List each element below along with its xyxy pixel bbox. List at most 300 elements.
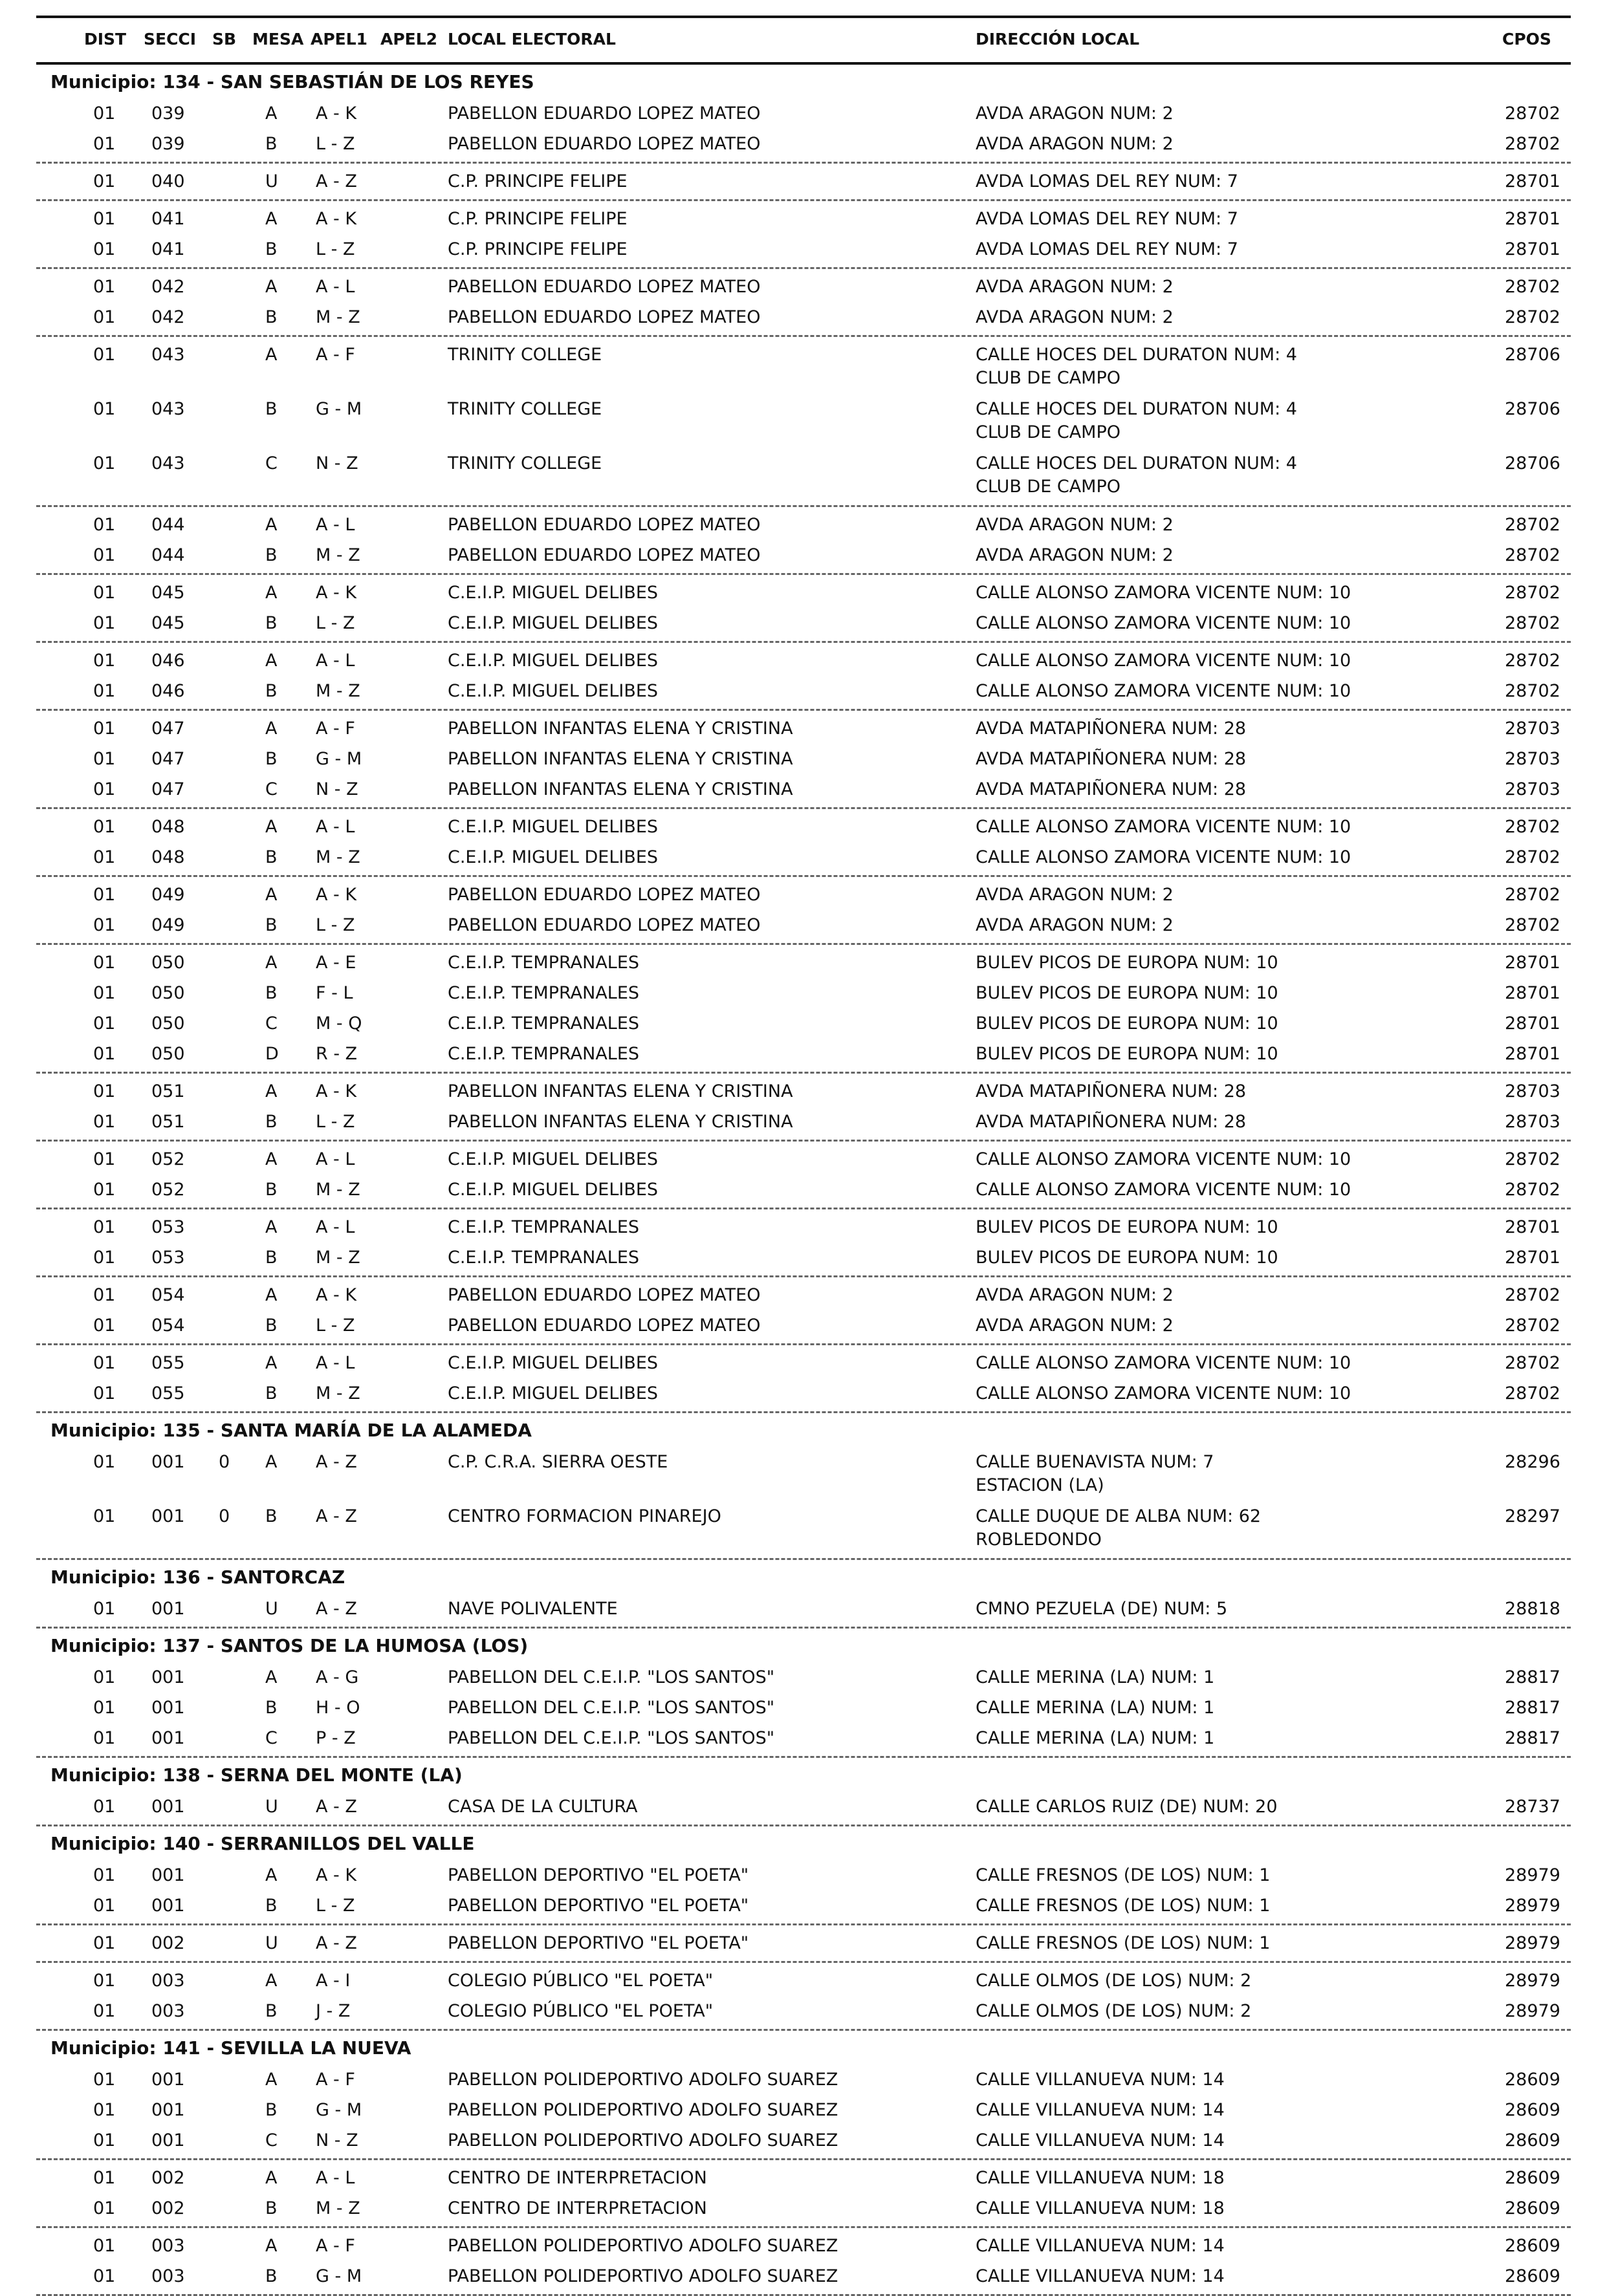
- cell-secci: 045: [151, 613, 185, 633]
- cell-dist: 01: [93, 1149, 116, 1169]
- cell-dist: 01: [93, 345, 116, 365]
- cell-apel1: M - Z: [316, 1383, 360, 1403]
- cell-local: PABELLON INFANTAS ELENA Y CRISTINA: [448, 1081, 793, 1101]
- cell-apel1: A - Z: [316, 1599, 357, 1619]
- cell-direccion-line2: ROBLEDONDO: [976, 1530, 1102, 1550]
- section-group: [36, 1444, 1571, 1560]
- cell-local: C.E.I.P. MIGUEL DELIBES: [448, 1149, 659, 1169]
- cell-apel1: M - Q: [316, 1013, 362, 1034]
- table-row: [36, 2095, 1571, 2125]
- cell-dist: 01: [93, 1865, 116, 1885]
- table-row: [36, 744, 1571, 774]
- cell-local: PABELLON POLIDEPORTIVO ADOLFO SUAREZ: [448, 2266, 838, 2286]
- table-row: [36, 1447, 1571, 1501]
- cell-dist: 01: [93, 779, 116, 799]
- cell-mesa: A: [265, 885, 278, 905]
- cell-direccion: CALLE OLMOS (DE LOS) NUM: 2: [976, 1971, 1252, 1991]
- cell-local: PABELLON INFANTAS ELENA Y CRISTINA: [448, 1112, 793, 1132]
- table-row: [36, 1076, 1571, 1107]
- cell-apel1: A - L: [316, 651, 355, 671]
- cell-cpos: 28701: [1505, 171, 1560, 191]
- cell-secci: 002: [151, 2198, 185, 2218]
- section-group: [36, 201, 1571, 269]
- cell-mesa: U: [265, 1797, 278, 1817]
- cell-apel1: A - F: [316, 2236, 355, 2256]
- table-row: [36, 676, 1571, 706]
- cell-mesa: B: [265, 1248, 278, 1268]
- cell-direccion: CALLE VILLANUEVA NUM: 14: [976, 2236, 1225, 2256]
- cell-dist: 01: [93, 1353, 116, 1373]
- cell-direccion: AVDA LOMAS DEL REY NUM: 7: [976, 209, 1238, 229]
- table-row: [36, 1966, 1571, 1996]
- cell-local: C.E.I.P. TEMPRANALES: [448, 953, 640, 973]
- cell-mesa: B: [265, 1316, 278, 1336]
- col-dist-header: DIST: [84, 30, 127, 49]
- cell-direccion: AVDA ARAGON NUM: 2: [976, 915, 1174, 935]
- cell-mesa: A: [265, 277, 278, 297]
- cell-apel1: A - K: [316, 1865, 357, 1885]
- cell-direccion: AVDA ARAGON NUM: 2: [976, 1285, 1174, 1305]
- cell-direccion: AVDA ARAGON NUM: 2: [976, 134, 1174, 154]
- section-group: [36, 96, 1571, 164]
- cell-mesa: B: [265, 1383, 278, 1403]
- cell-secci: 055: [151, 1383, 185, 1403]
- cell-cpos: 28609: [1505, 2236, 1560, 2256]
- cell-secci: 001: [151, 1797, 185, 1817]
- cell-direccion: BULEV PICOS DE EUROPA NUM: 10: [976, 1044, 1278, 1064]
- table-row: [36, 842, 1571, 872]
- cell-local: PABELLON POLIDEPORTIVO ADOLFO SUAREZ: [448, 2236, 838, 2256]
- cell-secci: 003: [151, 2266, 185, 2286]
- cell-mesa: A: [265, 1081, 278, 1101]
- cell-apel1: M - Z: [316, 1180, 360, 1200]
- municipio-heading: [36, 1629, 1571, 1660]
- cell-cpos: 28706: [1505, 453, 1560, 473]
- cell-cpos: 28609: [1505, 2198, 1560, 2218]
- cell-cpos: 28702: [1505, 847, 1560, 867]
- cell-mesa: A: [265, 719, 278, 739]
- table-row: [36, 608, 1571, 638]
- cell-secci: 001: [151, 1506, 185, 1526]
- cell-direccion-line2: CLUB DE CAMPO: [976, 368, 1121, 388]
- cell-direccion-line2: CLUB DE CAMPO: [976, 477, 1121, 497]
- table-row: [36, 1175, 1571, 1205]
- col-sb-header: SB: [212, 30, 237, 49]
- cell-mesa: A: [265, 817, 278, 837]
- cell-cpos: 28979: [1505, 1896, 1560, 1916]
- cell-direccion: CALLE FRESNOS (DE LOS) NUM: 1: [976, 1896, 1271, 1916]
- table-row: [36, 1890, 1571, 1921]
- cell-dist: 01: [93, 2236, 116, 2256]
- cell-local: CENTRO DE INTERPRETACION: [448, 2198, 707, 2218]
- cell-secci: 046: [151, 651, 185, 671]
- cell-apel1: A - L: [316, 817, 355, 837]
- cell-secci: 001: [151, 1599, 185, 1619]
- cell-direccion: AVDA MATAPIÑONERA NUM: 28: [976, 1112, 1247, 1132]
- cell-apel1: A - K: [316, 583, 357, 603]
- cell-local: C.P. C.R.A. SIERRA OESTE: [448, 1452, 668, 1472]
- cell-local: C.P. PRINCIPE FELIPE: [448, 209, 628, 229]
- cell-local: PABELLON DEL C.E.I.P. "LOS SANTOS": [448, 1667, 775, 1687]
- section-group: [36, 507, 1571, 575]
- cell-local: PABELLON EDUARDO LOPEZ MATEO: [448, 515, 761, 535]
- cell-secci: 002: [151, 1933, 185, 1953]
- cell-local: CENTRO DE INTERPRETACION: [448, 2168, 707, 2188]
- cell-dist: 01: [93, 613, 116, 633]
- cell-apel1: R - Z: [316, 1044, 358, 1064]
- municipio-title: Municipio: 141 - SEVILLA LA NUEVA: [50, 2037, 411, 2059]
- cell-apel1: M - Z: [316, 545, 360, 565]
- cell-secci: 001: [151, 2070, 185, 2090]
- table-row: [36, 1996, 1571, 2026]
- table-row: [36, 302, 1571, 332]
- cell-secci: 040: [151, 171, 185, 191]
- cell-direccion: CALLE ALONSO ZAMORA VICENTE NUM: 10: [976, 583, 1351, 603]
- table-row: [36, 394, 1571, 448]
- section-group: [36, 1591, 1571, 1629]
- cell-cpos: 28702: [1505, 915, 1560, 935]
- cell-direccion: CALLE ALONSO ZAMORA VICENTE NUM: 10: [976, 847, 1351, 867]
- cell-sb: 0: [219, 1452, 230, 1472]
- section-group: [36, 1857, 1571, 1925]
- cell-cpos: 28979: [1505, 2001, 1560, 2021]
- cell-local: TRINITY COLLEGE: [448, 453, 602, 473]
- cell-cpos: 28737: [1505, 1797, 1560, 1817]
- cell-cpos: 28609: [1505, 2130, 1560, 2150]
- table-row: [36, 340, 1571, 394]
- cell-mesa: A: [265, 1217, 278, 1237]
- cell-dist: 01: [93, 1044, 116, 1064]
- cell-direccion: AVDA ARAGON NUM: 2: [976, 277, 1174, 297]
- cell-direccion: AVDA ARAGON NUM: 2: [976, 515, 1174, 535]
- section-group: [36, 1925, 1571, 1963]
- table-row: [36, 1723, 1571, 1753]
- cell-dist: 01: [93, 953, 116, 973]
- cell-direccion: CALLE ALONSO ZAMORA VICENTE NUM: 10: [976, 817, 1351, 837]
- cell-local: PABELLON EDUARDO LOPEZ MATEO: [448, 134, 761, 154]
- electoral-table: [36, 16, 1571, 2296]
- cell-mesa: B: [265, 983, 278, 1003]
- cell-local: PABELLON EDUARDO LOPEZ MATEO: [448, 885, 761, 905]
- cell-dist: 01: [93, 1217, 116, 1237]
- cell-dist: 01: [93, 307, 116, 327]
- cell-mesa: A: [265, 583, 278, 603]
- cell-dist: 01: [93, 2266, 116, 2286]
- cell-secci: 048: [151, 817, 185, 837]
- cell-secci: 041: [151, 239, 185, 259]
- section-group: [36, 2228, 1571, 2296]
- cell-mesa: A: [265, 2168, 278, 2188]
- cell-cpos: 28706: [1505, 399, 1560, 419]
- cell-secci: 049: [151, 915, 185, 935]
- cell-cpos: 28609: [1505, 2070, 1560, 2090]
- cell-apel1: M - Z: [316, 847, 360, 867]
- cell-apel1: L - Z: [316, 134, 355, 154]
- cell-apel1: G - M: [316, 749, 362, 769]
- cell-local: PABELLON EDUARDO LOPEZ MATEO: [448, 1285, 761, 1305]
- cell-secci: 051: [151, 1112, 185, 1132]
- section-group: [36, 337, 1571, 507]
- cell-mesa: B: [265, 2198, 278, 2218]
- cell-secci: 044: [151, 515, 185, 535]
- cell-cpos: 28817: [1505, 1667, 1560, 1687]
- section-group: [36, 1660, 1571, 1758]
- cell-apel1: A - L: [316, 277, 355, 297]
- cell-local: PABELLON EDUARDO LOPEZ MATEO: [448, 1316, 761, 1336]
- cell-dist: 01: [93, 453, 116, 473]
- cell-mesa: C: [265, 2130, 278, 2150]
- cell-direccion: BULEV PICOS DE EUROPA NUM: 10: [976, 953, 1278, 973]
- cell-apel1: A - Z: [316, 1506, 357, 1526]
- table-row: [36, 774, 1571, 805]
- cell-secci: 053: [151, 1217, 185, 1237]
- cell-dist: 01: [93, 2070, 116, 2090]
- cell-dist: 01: [93, 134, 116, 154]
- cell-direccion: CALLE HOCES DEL DURATON NUM: 4: [976, 345, 1297, 365]
- cell-direccion: AVDA ARAGON NUM: 2: [976, 885, 1174, 905]
- cell-dist: 01: [93, 1971, 116, 1991]
- cell-secci: 042: [151, 277, 185, 297]
- cell-direccion: CALLE ALONSO ZAMORA VICENTE NUM: 10: [976, 1180, 1351, 1200]
- cell-secci: 055: [151, 1353, 185, 1373]
- cell-mesa: A: [265, 953, 278, 973]
- cell-apel1: G - M: [316, 2100, 362, 2120]
- table-row: [36, 713, 1571, 744]
- cell-direccion: CALLE HOCES DEL DURATON NUM: 4: [976, 453, 1297, 473]
- table-row: [36, 1107, 1571, 1137]
- cell-apel1: L - Z: [316, 1112, 355, 1132]
- cell-cpos: 28702: [1505, 681, 1560, 701]
- cell-direccion: BULEV PICOS DE EUROPA NUM: 10: [976, 1217, 1278, 1237]
- cell-local: PABELLON DEPORTIVO "EL POETA": [448, 1896, 749, 1916]
- cell-dist: 01: [93, 1452, 116, 1472]
- cell-apel1: A - K: [316, 209, 357, 229]
- table-row: [36, 2064, 1571, 2095]
- cell-cpos: 28702: [1505, 1180, 1560, 1200]
- cell-apel1: A - L: [316, 2168, 355, 2188]
- cell-direccion: CALLE ALONSO ZAMORA VICENTE NUM: 10: [976, 651, 1351, 671]
- table-row: [36, 1280, 1571, 1310]
- cell-cpos: 28701: [1505, 209, 1560, 229]
- cell-local: C.E.I.P. TEMPRANALES: [448, 1217, 640, 1237]
- cell-secci: 003: [151, 1971, 185, 1991]
- table-row: [36, 1792, 1571, 1822]
- cell-mesa: A: [265, 2070, 278, 2090]
- table-row: [36, 2125, 1571, 2156]
- cell-apel1: L - Z: [316, 915, 355, 935]
- cell-dist: 01: [93, 515, 116, 535]
- cell-mesa: U: [265, 171, 278, 191]
- cell-apel1: A - K: [316, 1285, 357, 1305]
- table-row: [36, 2193, 1571, 2224]
- section-group: [36, 1209, 1571, 1277]
- cell-dist: 01: [93, 651, 116, 671]
- cell-cpos: 28702: [1505, 277, 1560, 297]
- cell-local: C.P. PRINCIPE FELIPE: [448, 171, 628, 191]
- cell-local: PABELLON INFANTAS ELENA Y CRISTINA: [448, 719, 793, 739]
- cell-local: COLEGIO PÚBLICO "EL POETA": [448, 2001, 714, 2021]
- cell-mesa: B: [265, 2100, 278, 2120]
- cell-local: CENTRO FORMACION PINAREJO: [448, 1506, 721, 1526]
- cell-local: PABELLON EDUARDO LOPEZ MATEO: [448, 915, 761, 935]
- cell-direccion: CALLE VILLANUEVA NUM: 18: [976, 2168, 1225, 2188]
- section-group: [36, 1789, 1571, 1826]
- cell-secci: 047: [151, 749, 185, 769]
- cell-cpos: 28702: [1505, 1353, 1560, 1373]
- cell-secci: 003: [151, 2236, 185, 2256]
- cell-local: C.E.I.P. MIGUEL DELIBES: [448, 1383, 659, 1403]
- cell-dist: 01: [93, 2198, 116, 2218]
- cell-mesa: A: [265, 1971, 278, 1991]
- cell-mesa: B: [265, 847, 278, 867]
- cell-cpos: 28818: [1505, 1599, 1560, 1619]
- cell-dist: 01: [93, 1506, 116, 1526]
- section-group: [36, 269, 1571, 337]
- cell-direccion: CALLE ALONSO ZAMORA VICENTE NUM: 10: [976, 681, 1351, 701]
- cell-cpos: 28702: [1505, 613, 1560, 633]
- cell-cpos: 28701: [1505, 983, 1560, 1003]
- cell-apel1: A - G: [316, 1667, 359, 1687]
- cell-cpos: 28701: [1505, 1217, 1560, 1237]
- cell-mesa: B: [265, 613, 278, 633]
- cell-direccion: AVDA MATAPIÑONERA NUM: 28: [976, 1081, 1247, 1101]
- cell-local: PABELLON POLIDEPORTIVO ADOLFO SUAREZ: [448, 2130, 838, 2150]
- cell-secci: 001: [151, 2130, 185, 2150]
- cell-direccion-line2: ESTACION (LA): [976, 1475, 1104, 1495]
- cell-cpos: 28817: [1505, 1698, 1560, 1718]
- cell-secci: 047: [151, 719, 185, 739]
- cell-mesa: B: [265, 1506, 278, 1526]
- table-row: [36, 166, 1571, 197]
- cell-cpos: 28703: [1505, 749, 1560, 769]
- municipio-title: Municipio: 135 - SANTA MARÍA DE LA ALAMEDA: [50, 1420, 532, 1441]
- cell-dist: 01: [93, 239, 116, 259]
- cell-local: C.E.I.P. TEMPRANALES: [448, 983, 640, 1003]
- col-apel1-header: APEL1: [311, 30, 368, 49]
- cell-cpos: 28703: [1505, 1112, 1560, 1132]
- cell-cpos: 28817: [1505, 1728, 1560, 1748]
- cell-mesa: B: [265, 2266, 278, 2286]
- table-row: [36, 510, 1571, 540]
- cell-apel1: A - E: [316, 953, 356, 973]
- table-row: [36, 234, 1571, 265]
- cell-dist: 01: [93, 1180, 116, 1200]
- cell-apel1: A - K: [316, 885, 357, 905]
- cell-mesa: A: [265, 209, 278, 229]
- cell-direccion: CALLE VILLANUEVA NUM: 18: [976, 2198, 1225, 2218]
- cell-mesa: A: [265, 2236, 278, 2256]
- cell-mesa: B: [265, 307, 278, 327]
- cell-mesa: C: [265, 1013, 278, 1034]
- cell-local: TRINITY COLLEGE: [448, 399, 602, 419]
- cell-cpos: 28296: [1505, 1452, 1560, 1472]
- cell-dist: 01: [93, 749, 116, 769]
- cell-apel1: A - L: [316, 1217, 355, 1237]
- cell-mesa: U: [265, 1599, 278, 1619]
- municipio-heading: [36, 65, 1571, 96]
- cell-secci: 051: [151, 1081, 185, 1101]
- municipio-title: Municipio: 134 - SAN SEBASTIÁN DE LOS REYES: [50, 71, 534, 92]
- table-row: [36, 1348, 1571, 1378]
- cell-direccion: CALLE FRESNOS (DE LOS) NUM: 1: [976, 1865, 1271, 1885]
- cell-dist: 01: [93, 2001, 116, 2021]
- cell-cpos: 28703: [1505, 719, 1560, 739]
- cell-local: C.E.I.P. MIGUEL DELIBES: [448, 613, 659, 633]
- cell-cpos: 28702: [1505, 1285, 1560, 1305]
- cell-direccion: CALLE BUENAVISTA NUM: 7: [976, 1452, 1214, 1472]
- cell-secci: 001: [151, 1865, 185, 1885]
- cell-secci: 043: [151, 345, 185, 365]
- cell-mesa: A: [265, 1149, 278, 1169]
- section-group: [36, 1345, 1571, 1413]
- cell-secci: 002: [151, 2168, 185, 2188]
- cell-direccion: CALLE MERINA (LA) NUM: 1: [976, 1728, 1215, 1748]
- cell-direccion: CALLE MERINA (LA) NUM: 1: [976, 1698, 1215, 1718]
- cell-cpos: 28609: [1505, 2100, 1560, 2120]
- cell-dist: 01: [93, 847, 116, 867]
- cell-secci: 048: [151, 847, 185, 867]
- cell-mesa: A: [265, 1353, 278, 1373]
- cell-apel1: N - Z: [316, 779, 358, 799]
- cell-cpos: 28702: [1505, 885, 1560, 905]
- cell-cpos: 28979: [1505, 1971, 1560, 1991]
- cell-local: C.E.I.P. MIGUEL DELIBES: [448, 1353, 659, 1373]
- table-header: [36, 18, 1571, 62]
- cell-secci: 001: [151, 1896, 185, 1916]
- cell-local: NAVE POLIVALENTE: [448, 1599, 618, 1619]
- cell-local: PABELLON INFANTAS ELENA Y CRISTINA: [448, 779, 793, 799]
- municipio-heading: [36, 1826, 1571, 1857]
- cell-apel1: N - Z: [316, 453, 358, 473]
- cell-local: PABELLON POLIDEPORTIVO ADOLFO SUAREZ: [448, 2070, 838, 2090]
- cell-apel1: L - Z: [316, 613, 355, 633]
- table-row: [36, 1008, 1571, 1039]
- table-row: [36, 1928, 1571, 1958]
- cell-apel1: M - Z: [316, 2198, 360, 2218]
- table-row: [36, 1144, 1571, 1175]
- cell-dist: 01: [93, 1896, 116, 1916]
- section-group: [36, 164, 1571, 201]
- table-row: [36, 578, 1571, 608]
- cell-dist: 01: [93, 1081, 116, 1101]
- col-direccion-header: DIRECCIÓN LOCAL: [976, 30, 1140, 49]
- table-row: [36, 1662, 1571, 1693]
- cell-apel1: H - O: [316, 1698, 360, 1718]
- cell-mesa: A: [265, 651, 278, 671]
- cell-direccion: CALLE ALONSO ZAMORA VICENTE NUM: 10: [976, 1149, 1351, 1169]
- cell-apel1: M - Z: [316, 681, 360, 701]
- cell-cpos: 28701: [1505, 953, 1560, 973]
- section-group: [36, 2160, 1571, 2228]
- cell-direccion: AVDA ARAGON NUM: 2: [976, 545, 1174, 565]
- cell-mesa: A: [265, 1667, 278, 1687]
- cell-dist: 01: [93, 1599, 116, 1619]
- cell-dist: 01: [93, 719, 116, 739]
- cell-local: PABELLON DEPORTIVO "EL POETA": [448, 1933, 749, 1953]
- cell-direccion: BULEV PICOS DE EUROPA NUM: 10: [976, 983, 1278, 1003]
- cell-secci: 042: [151, 307, 185, 327]
- cell-dist: 01: [93, 2168, 116, 2188]
- cell-cpos: 28701: [1505, 239, 1560, 259]
- cell-secci: 046: [151, 681, 185, 701]
- cell-dist: 01: [93, 1316, 116, 1336]
- section-group: [36, 2062, 1571, 2160]
- cell-direccion: BULEV PICOS DE EUROPA NUM: 10: [976, 1248, 1278, 1268]
- table-body: [36, 65, 1571, 2296]
- section-group: [36, 643, 1571, 711]
- cell-dist: 01: [93, 1248, 116, 1268]
- col-secci-header: SECCI: [144, 30, 197, 49]
